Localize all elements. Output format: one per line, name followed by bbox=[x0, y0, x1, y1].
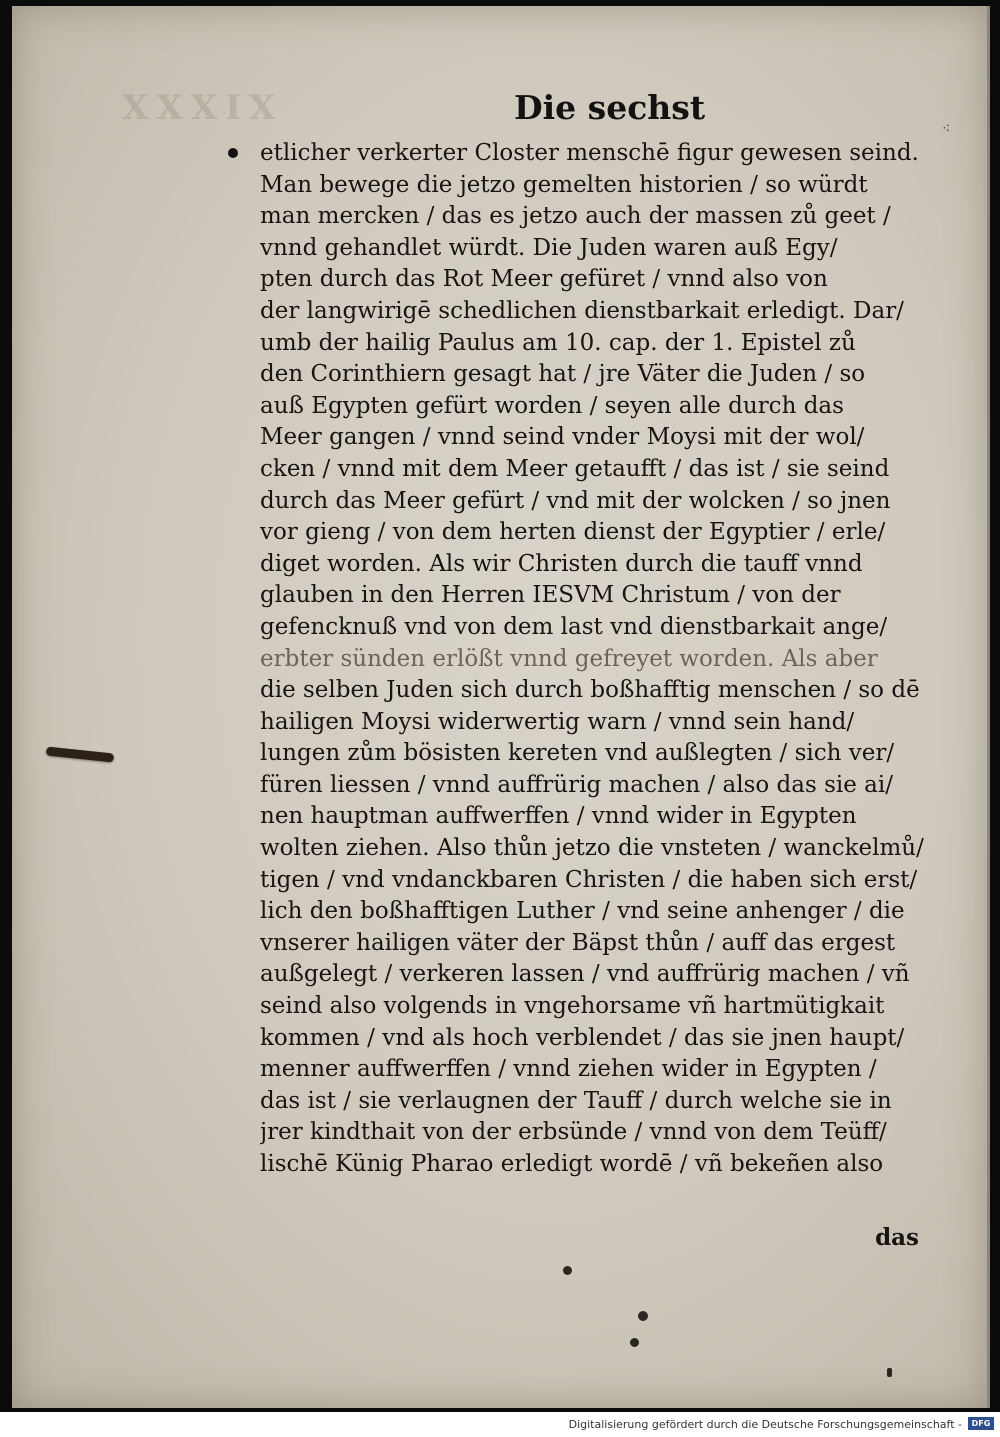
dfg-logo-icon: DFG bbox=[968, 1417, 994, 1430]
text-line: umb der hailig Paulus am 10. cap. der 1. Epistel zů bbox=[260, 329, 856, 356]
ink-dot bbox=[638, 1311, 648, 1321]
text-line: pten durch das Rot Meer gefüret / vnnd also von bbox=[260, 266, 828, 293]
text-line: vor gieng / von dem herten dienst der Egyptier / erle/ bbox=[260, 519, 886, 546]
text-line: cken / vnnd mit dem Meer getaufft / das ist / sie seind bbox=[260, 455, 890, 482]
ink-dot bbox=[563, 1266, 572, 1275]
text-line: außgelegt / verkeren lassen / vnd auffrürig machen / vñ bbox=[260, 961, 910, 988]
text-line: nen hauptman auffwerffen / vnnd wider in Egypten bbox=[260, 803, 857, 830]
footer-bar bbox=[0, 1412, 1000, 1437]
text-line: gefencknuß vnd von dem last vnd dienstbarkait ange/ bbox=[260, 613, 888, 640]
text-line: Man bewege die jetzo gemelten historien / so würdt bbox=[260, 171, 868, 198]
running-head: Die sechst bbox=[514, 88, 706, 127]
text-line: seind also volgends in vngehorsame vñ hartmütigkait bbox=[260, 993, 885, 1020]
text-line: lich den boßhafftigen Luther / vnd seine anhenger / die bbox=[260, 898, 905, 925]
text-line: Meer gangen / vnnd seind vnder Moysi mit der wol/ bbox=[260, 424, 865, 451]
text-line: diget worden. Als wir Christen durch die tauff vnnd bbox=[260, 550, 863, 577]
text-line: menner auffwerffen / vnnd ziehen wider in Egypten / bbox=[260, 1056, 877, 1083]
ink-dot bbox=[630, 1338, 639, 1347]
bleed-through-text: XXXIX bbox=[122, 88, 284, 128]
corner-mark: ⁖ bbox=[942, 121, 951, 137]
text-line: füren liessen / vnnd auffrürig machen / also das sie ai/ bbox=[260, 771, 893, 798]
text-line: lungen zům bösisten kereten vnd außlegten / sich ver/ bbox=[260, 740, 895, 767]
text-line: die selben Juden sich durch boßhafftig menschen / so dē bbox=[260, 677, 920, 704]
text-line: man mercken / das es jetzo auch der massen zů geet / bbox=[260, 203, 891, 230]
text-line: durch das Meer gefürt / vnd mit der wolcken / so jnen bbox=[260, 487, 891, 514]
funding-credit: Digitalisierung gefördert durch die Deutsche Forschungsgemeinschaft - bbox=[568, 1418, 962, 1431]
text-line: den Corinthiern gesagt hat / jre Väter die Juden / so bbox=[260, 361, 866, 388]
text-line: der langwirigē schedlichen dienstbarkait erledigt. Dar/ bbox=[260, 297, 904, 324]
text-line: hailigen Moysi widerwertig warn / vnnd sein hand/ bbox=[260, 708, 855, 735]
body-text bbox=[260, 138, 950, 1181]
text-line: vnserer hailigen väter der Bäpst thůn / auff das ergest bbox=[260, 929, 896, 956]
text-line: vnnd gehandlet würdt. Die Juden waren auß Egy/ bbox=[260, 234, 838, 261]
text-line: lischē Künig Pharao erledigt wordē / vñ bekeñen also bbox=[260, 1151, 884, 1177]
catchword: das bbox=[875, 1224, 919, 1251]
margin-bullet bbox=[228, 148, 238, 158]
ink-dot bbox=[887, 1368, 892, 1377]
text-line: etlicher verkerter Closter menschē figur gewesen seind. bbox=[260, 140, 919, 166]
text-line: glauben in den Herren IESVM Christum / von der bbox=[260, 582, 841, 609]
text-line: das ist / sie verlaugnen der Tauff / durch welche sie in bbox=[260, 1087, 892, 1114]
text-line: erbter sünden erlößt vnnd gefreyet worden. Als aber bbox=[260, 645, 878, 672]
text-line: tigen / vnd vndanckbaren Christen / die haben sich erst/ bbox=[260, 866, 918, 893]
text-line: wolten ziehen. Also thůn jetzo die vnsteten / wanckelmů/ bbox=[260, 835, 924, 862]
text-line: auß Egypten gefürt worden / seyen alle durch das bbox=[260, 392, 844, 419]
text-line: jrer kindthait von der erbsünde / vnnd von dem Teüff/ bbox=[260, 1119, 887, 1146]
text-line: kommen / vnd als hoch verblendet / das sie jnen haupt/ bbox=[260, 1024, 905, 1051]
book-page bbox=[12, 6, 990, 1408]
